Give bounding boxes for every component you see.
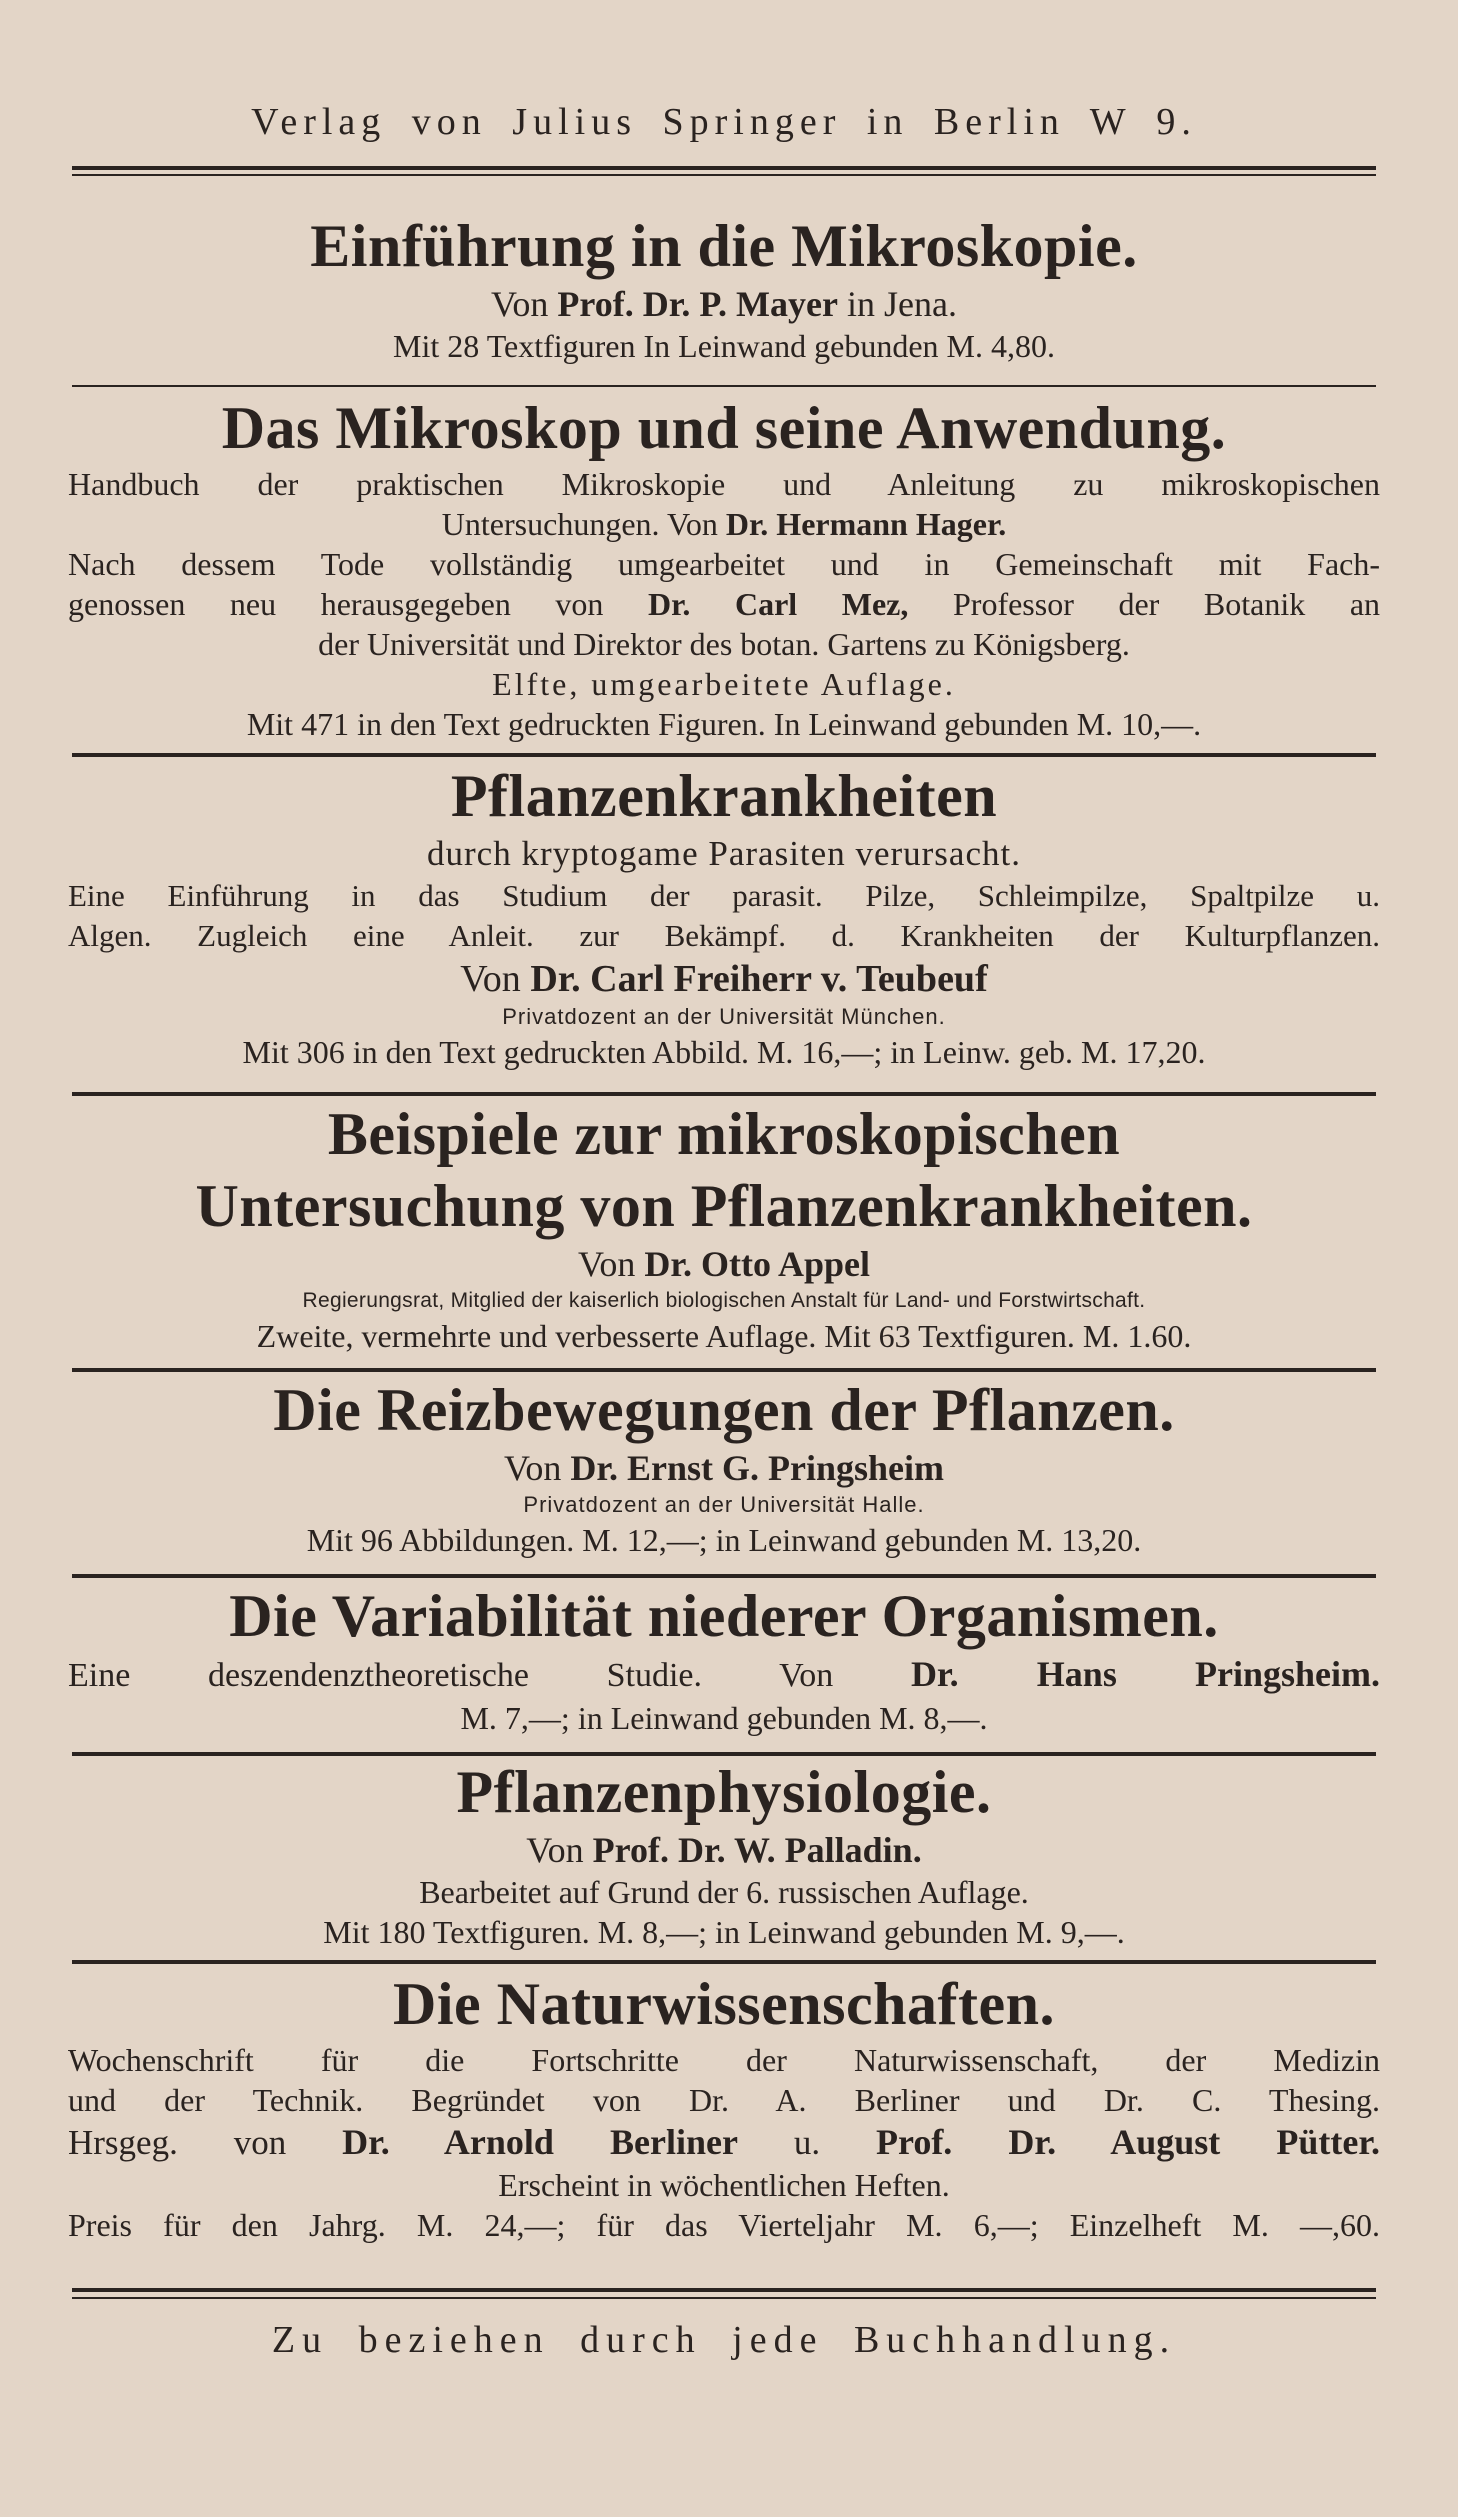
publisher-header: Verlag von Julius Springer in Berlin W 9. — [251, 101, 1197, 143]
book-author-line — [68, 282, 1380, 326]
divider — [72, 2297, 1376, 2299]
journal-naturwissenschaften — [68, 1968, 1380, 2245]
book-hager — [68, 392, 1380, 744]
divider — [72, 174, 1376, 176]
by-prefix: Von — [526, 1830, 584, 1870]
book-title: Die Variabilität niederer Organismen. — [229, 1583, 1219, 1649]
line-mid: u. — [793, 2123, 821, 2162]
book-details: Zweite, vermehrte und verbesserte Auflage. Mit 63 Textfiguren. M. 1.60. — [256, 1318, 1192, 1354]
book-line: der Universität und Direktor des botan. Gartens zu Königsberg. — [318, 626, 1130, 662]
author-name: Dr. Otto Appel — [644, 1244, 871, 1284]
book-title: Einführung in die Mikroskopie. — [310, 213, 1138, 279]
author-name: Dr. Carl Mez, — [648, 586, 909, 622]
divider — [72, 166, 1376, 170]
book-author-line — [68, 1446, 1380, 1490]
book-title: Das Mikroskop und seine Anwendung. — [221, 395, 1227, 461]
divider — [72, 1574, 1376, 1578]
book-teubeuf — [68, 760, 1380, 1072]
book-title: Die Naturwissenschaften. — [393, 1971, 1055, 2037]
divider — [72, 2288, 1376, 2292]
author-name: Dr. Hans Pringsheim. — [910, 1654, 1380, 1694]
book-line: Erscheint in wöchentlichen Heften. — [498, 2167, 950, 2203]
advertisement-page — [68, 0, 1380, 2517]
book-palladin — [68, 1756, 1380, 1952]
footer-note: Zu beziehen durch jede Buchhandlung. — [271, 2319, 1177, 2361]
divider — [72, 1368, 1376, 1372]
line-prefix: Eine deszendenztheoretische Studie. Von — [68, 1657, 834, 1694]
book-line: Bearbeitet auf Grund der 6. russischen Auflage. — [419, 1874, 1029, 1910]
book-author-line — [68, 2120, 1380, 2165]
book-author-line — [68, 1652, 1380, 1698]
author-name: Prof. Dr. P. Mayer — [557, 284, 838, 324]
author-name: Dr. Arnold Berliner — [342, 2122, 738, 2162]
by-suffix: in Jena. — [847, 284, 957, 324]
divider — [72, 1092, 1376, 1096]
author-name: Prof. Dr. W. Palladin. — [592, 1830, 922, 1870]
author-affiliation: Regierungsrat, Mitglied der kaiserlich biologischen Anstalt für Land- und Forstwirtschaft. — [302, 1289, 1146, 1312]
book-title-line: Untersuchung von Pflanzenkrankheiten. — [195, 1173, 1253, 1239]
book-ernst-pringsheim — [68, 1374, 1380, 1560]
divider — [72, 385, 1376, 387]
book-line: Handbuch der praktischen Mikroskopie und Anleitung zu mikroskopischen — [68, 466, 1380, 502]
book-subtitle: durch kryptogame Parasiten verursacht. — [427, 834, 1021, 873]
book-line: Eine Einführung in das Studium der parasit. Pilze, Schleimpilze, Spaltpilze u. — [68, 878, 1380, 913]
book-author-line — [68, 504, 1380, 544]
line-suffix: Professor der Botanik an — [952, 586, 1381, 622]
line-prefix: Hrsgeg. von — [68, 2123, 287, 2162]
book-author-line — [68, 956, 1380, 1002]
book-details: Mit 471 in den Text gedruckten Figuren. In Leinwand gebunden M. 10,—. — [246, 706, 1202, 742]
author-affiliation: Privatdozent an der Universität München. — [502, 1004, 946, 1029]
book-title: Die Reizbewegungen der Pflanzen. — [273, 1377, 1175, 1443]
author-name: Dr. Carl Freiherr v. Teubeuf — [530, 958, 988, 1000]
book-details: Mit 28 Textfiguren In Leinwand gebunden M. 4,80. — [393, 328, 1055, 364]
book-details: Mit 306 in den Text gedruckten Abbild. M. 16,—; in Leinw. geb. M. 17,20. — [242, 1034, 1206, 1070]
divider — [72, 753, 1376, 757]
book-line: Wochenschrift für die Fortschritte der Naturwissenschaft, der Medizin — [68, 2042, 1380, 2078]
book-author-line — [68, 1828, 1380, 1872]
book-title: Pflanzenkrankheiten — [450, 763, 998, 829]
book-line: und der Technik. Begründet von Dr. A. Berliner und Dr. C. Thesing. — [68, 2082, 1380, 2118]
book-title-line: Beispiele zur mikroskopischen — [327, 1101, 1121, 1167]
book-line — [68, 584, 1380, 624]
divider — [72, 1960, 1376, 1964]
book-details: Preis für den Jahrg. M. 24,—; für das Vierteljahr M. 6,—; Einzelheft M. —,60. — [68, 2207, 1380, 2243]
book-hans-pringsheim — [68, 1580, 1380, 1738]
book-details: M. 7,—; in Leinwand gebunden M. 8,—. — [460, 1700, 988, 1736]
line-prefix: genossen neu herausgegeben von — [68, 586, 604, 622]
book-edition: Elfte, umgearbeitete Auflage. — [492, 666, 956, 702]
by-prefix: Von — [503, 1448, 562, 1488]
author-name: Dr. Hermann Hager. — [725, 506, 1007, 542]
book-line: Nach dessem Tode vollständig umgearbeitet und in Gemeinschaft mit Fach- — [68, 546, 1380, 582]
book-details: Mit 180 Textfiguren. M. 8,—; in Leinwand gebunden M. 9,—. — [323, 1914, 1125, 1950]
book-author-line — [68, 1242, 1380, 1286]
line-prefix: Untersuchungen. Von — [441, 506, 718, 542]
author-affiliation: Privatdozent an der Universität Halle. — [523, 1492, 925, 1517]
by-prefix: Von — [491, 284, 549, 324]
author-name: Dr. Ernst G. Pringsheim — [570, 1448, 945, 1488]
book-details: Mit 96 Abbildungen. M. 12,—; in Leinwand gebunden M. 13,20. — [306, 1522, 1142, 1558]
book-appel — [68, 1098, 1380, 1356]
author-name: Prof. Dr. August Pütter. — [876, 2122, 1381, 2162]
by-prefix: Von — [460, 958, 521, 1000]
by-prefix: Von — [577, 1244, 636, 1284]
book-title: Pflanzenphysiologie. — [456, 1759, 992, 1825]
book-line: Algen. Zugleich eine Anleit. zur Bekämpf. d. Krankheiten der Kulturpflanzen. — [68, 918, 1380, 953]
book-mayer — [68, 210, 1380, 366]
